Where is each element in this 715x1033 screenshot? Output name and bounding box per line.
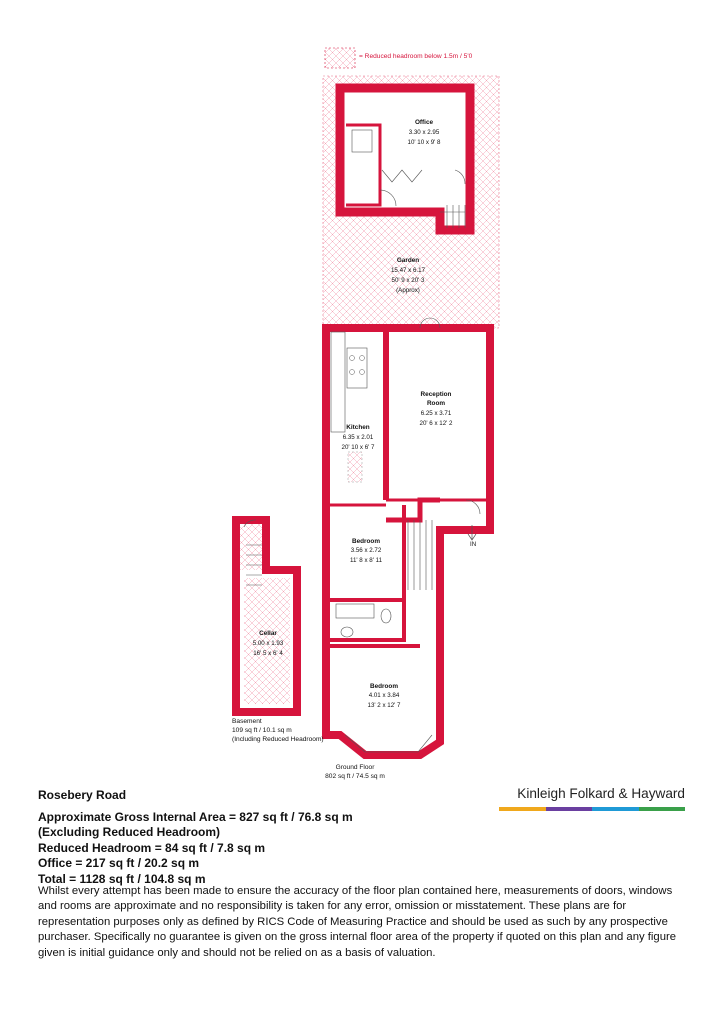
basement-floor-name: Basement [232, 718, 262, 725]
property-address: Rosebery Road [38, 788, 127, 802]
agent-logo-bar [499, 807, 685, 811]
logo-bar-segment-3 [592, 807, 639, 811]
office-room-imperial: 10' 10 x 9' 8 [407, 139, 441, 146]
legend [325, 48, 473, 68]
agent-brand [495, 786, 685, 811]
bedroom1-imperial: 11' 8 x 8' 11 [349, 557, 383, 564]
office-area: Office = 217 sq ft / 20.2 sq m [38, 856, 200, 871]
logo-bar-segment-1 [499, 807, 546, 811]
reception-name-line2: Room [426, 400, 446, 407]
logo-bar-segment-4 [639, 807, 686, 811]
reception-metric: 6.25 x 3.71 [420, 410, 452, 417]
garden-imperial: 50' 9 x 20' 3 [391, 277, 425, 284]
entrance-label: IN [470, 541, 477, 548]
garden-note: (Approx) [396, 287, 420, 294]
gross-internal-area: Approximate Gross Internal Area = 827 sq ft / 76.8 sq m [38, 809, 353, 824]
bedroom2-name: Bedroom [369, 683, 399, 690]
cellar-imperial: 16' 5 x 6' 4 [253, 650, 283, 657]
basement-floor-area: 109 sq ft / 10.1 sq m [232, 727, 292, 734]
ground-floor-area: 802 sq ft / 74.5 sq m [325, 773, 385, 780]
basement-floor-note: (Including Reduced Headroom) [232, 736, 324, 743]
legend-text: = Reduced headroom below 1.5m / 5'0 [359, 53, 473, 60]
cellar-metric: 5.00 x 1.93 [252, 640, 284, 647]
agent-logo-text: Kinleigh Folkard & Hayward [517, 786, 685, 801]
kitchen-name: Kitchen [346, 424, 370, 431]
bedroom1-metric: 3.56 x 2.72 [350, 547, 382, 554]
logo-bar-segment-2 [546, 807, 593, 811]
disclaimer-text: Whilst every attempt has been made to ensure the accuracy of the floor plan contained here, measurements of doors, windows and rooms are approximate and no responsibility is taken for any error, omission or misstatement. These plans are for representation purposes only as defined by RICS Code of Measuring Practice and should be used as such by any prospective purchaser. Specifically no guarantee is given on the gross internal floor area of the property if quoted on this plan and any figure given is initial guidance only and should not be relied on as a basis of valuation. [38, 885, 677, 959]
legend-swatch [325, 48, 355, 68]
bedroom2-metric: 4.01 x 3.84 [368, 692, 400, 699]
bedroom1-name: Bedroom [351, 538, 381, 545]
office-room-name: Office [414, 119, 434, 126]
office-room-metric: 3.30 x 2.95 [408, 129, 440, 136]
kitchen-metric: 6.35 x 2.01 [342, 434, 374, 441]
excluding-note: (Excluding Reduced Headroom) [38, 825, 221, 840]
ground-floor [326, 318, 490, 755]
reception-name-line1: Reception [420, 391, 452, 398]
cellar-name: Cellar [259, 630, 277, 637]
total-area: Total = 1128 sq ft / 104.8 sq m [38, 871, 206, 886]
garden-name: Garden [396, 257, 420, 264]
garden-metric: 15.47 x 6.17 [390, 267, 426, 274]
kitchen-imperial: 20' 10 x 6' 7 [341, 444, 375, 451]
basement [236, 520, 297, 712]
reception-imperial: 20' 6 x 12' 2 [419, 420, 453, 427]
ground-floor-name: Ground Floor [335, 764, 375, 771]
bedroom2-imperial: 13' 2 x 12' 7 [367, 702, 401, 709]
office-building [340, 88, 470, 230]
reduced-headroom-area: Reduced Headroom = 84 sq ft / 7.8 sq m [38, 840, 266, 855]
